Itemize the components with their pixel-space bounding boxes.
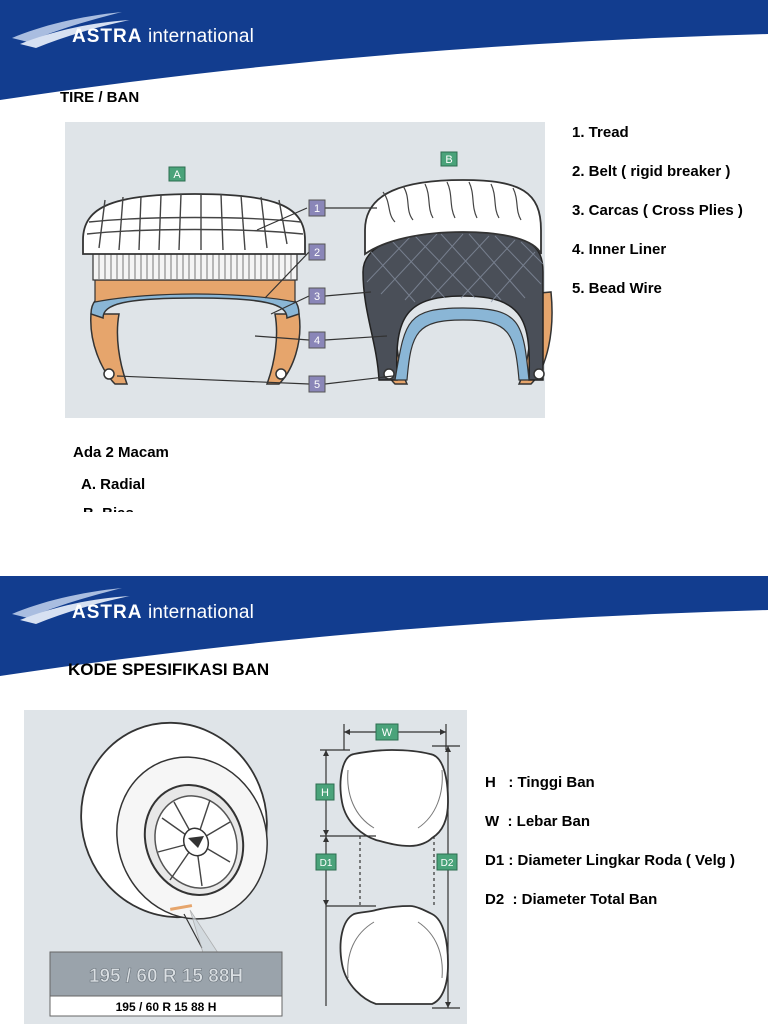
radial-tire-drawing — [83, 194, 305, 384]
wheel-drawing — [52, 695, 296, 956]
svg-text:D2: D2 — [440, 858, 454, 869]
label-5 — [309, 376, 325, 392]
svg-text:3: 3 — [313, 291, 321, 303]
dimension-legend — [485, 774, 768, 914]
logo-text: ASTRA international — [72, 26, 255, 47]
label-3 — [309, 288, 325, 304]
slide-tire-spec-code — [0, 576, 768, 1024]
svg-text:4: 4 — [313, 335, 321, 347]
legend-total-diameter: D2 : Diameter Total Ban — [485, 891, 658, 908]
svg-text:2: 2 — [313, 247, 321, 259]
label-b — [441, 152, 457, 166]
part-item-tread: 1. Tread — [572, 124, 629, 141]
label-1 — [309, 200, 325, 216]
svg-text:D1: D1 — [319, 858, 333, 869]
parts-list — [572, 124, 768, 304]
label-d2 — [437, 854, 457, 870]
page-title: TIRE / BAN — [60, 89, 140, 106]
label-d1 — [316, 854, 336, 870]
label-2 — [309, 244, 325, 260]
legend-width: W : Lebar Ban — [485, 813, 591, 830]
bias-tire-drawing — [363, 180, 552, 384]
svg-text:1: 1 — [313, 203, 321, 215]
spec-diagram-panel — [24, 710, 467, 1024]
label-a — [169, 167, 185, 181]
legend-rim-diameter: D1 : Diameter Lingkar Roda ( Velg ) — [485, 852, 736, 869]
types-heading: Ada 2 Macam — [73, 444, 169, 461]
svg-text:A: A — [173, 169, 181, 181]
type-radial: A. Radial — [81, 476, 146, 493]
part-item-inner-liner: 4. Inner Liner — [572, 241, 667, 258]
tire-cross-section — [341, 750, 449, 1004]
tire-dimension-diagram — [24, 710, 467, 1024]
label-w — [376, 724, 398, 740]
part-item-carcas: 3. Carcas ( Cross Plies ) — [572, 202, 743, 219]
svg-text:5: 5 — [313, 379, 321, 391]
logo-text: ASTRA international — [72, 602, 255, 623]
tire-cutaway-diagram — [65, 122, 545, 418]
slide-tire-parts — [0, 0, 768, 512]
code-caption: 195 / 60 R 15 88 H — [115, 1000, 217, 1014]
page-title: KODE SPESIFIKASI BAN — [68, 660, 270, 679]
slide-gap — [0, 512, 768, 576]
part-item-bead-wire: 5. Bead Wire — [572, 280, 662, 297]
svg-text:H: H — [321, 787, 329, 799]
svg-text:W: W — [381, 727, 393, 739]
label-h — [316, 784, 334, 800]
tire-diagram-panel — [65, 122, 545, 418]
sidewall-code-text: 195 / 60 R 15 88H — [88, 966, 244, 987]
label-4 — [309, 332, 325, 348]
part-item-belt: 2. Belt ( rigid breaker ) — [572, 163, 731, 180]
svg-text:B: B — [445, 154, 453, 166]
legend-height: H : Tinggi Ban — [485, 774, 595, 791]
